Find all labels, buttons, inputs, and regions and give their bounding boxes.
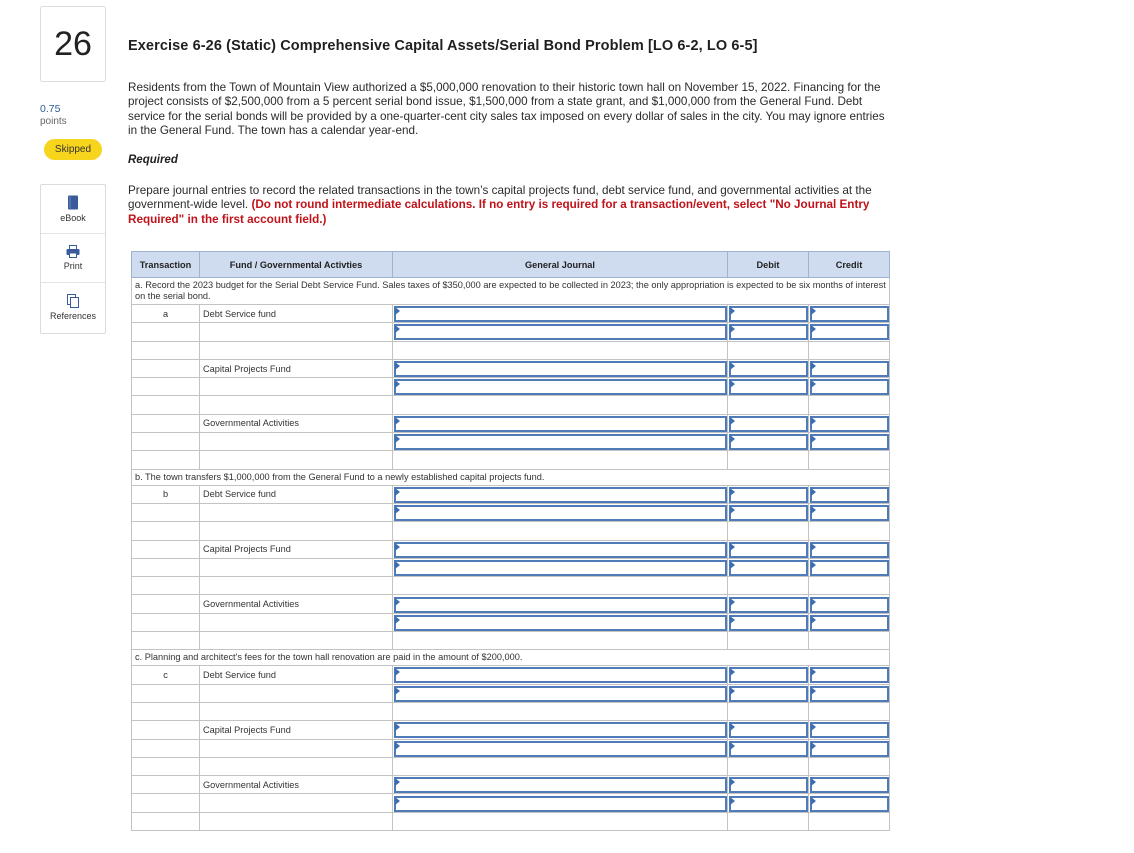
account-select[interactable] bbox=[394, 324, 727, 340]
credit-input[interactable] bbox=[810, 416, 889, 432]
debit-input[interactable] bbox=[729, 667, 808, 683]
header-debit: Debit bbox=[728, 252, 809, 278]
table-row bbox=[132, 684, 890, 702]
references-icon bbox=[67, 294, 80, 308]
transaction-cell bbox=[132, 396, 200, 414]
debit-input[interactable] bbox=[729, 306, 808, 322]
table-row bbox=[132, 305, 890, 323]
debit-input[interactable] bbox=[729, 796, 808, 812]
transaction-cell bbox=[132, 794, 200, 812]
table-row bbox=[132, 739, 890, 757]
points-value: 0.75 bbox=[40, 103, 61, 115]
table-row bbox=[132, 341, 890, 359]
account-select[interactable] bbox=[394, 667, 727, 683]
status-badge: Skipped bbox=[44, 139, 102, 160]
ebook-label: eBook bbox=[60, 213, 86, 223]
account-select[interactable] bbox=[394, 505, 727, 521]
debit-input[interactable] bbox=[729, 361, 808, 377]
fund-cell bbox=[200, 702, 393, 720]
table-row bbox=[132, 522, 890, 540]
empty-cell bbox=[809, 577, 890, 595]
empty-cell bbox=[809, 812, 890, 830]
account-select[interactable] bbox=[394, 777, 727, 793]
transaction-cell bbox=[132, 503, 200, 521]
account-select[interactable] bbox=[394, 615, 727, 631]
table-row bbox=[132, 451, 890, 469]
table-row bbox=[132, 812, 890, 830]
table-row bbox=[132, 359, 890, 377]
account-select[interactable] bbox=[394, 560, 727, 576]
transaction-cell bbox=[132, 613, 200, 631]
fund-cell: Capital Projects Fund bbox=[200, 540, 393, 558]
credit-input[interactable] bbox=[810, 379, 889, 395]
references-button[interactable] bbox=[41, 283, 105, 332]
table-row bbox=[132, 396, 890, 414]
debit-input[interactable] bbox=[729, 722, 808, 738]
fund-cell bbox=[200, 558, 393, 576]
empty-cell bbox=[809, 632, 890, 650]
table-row bbox=[132, 721, 890, 739]
table-row bbox=[132, 757, 890, 775]
fund-cell bbox=[200, 577, 393, 595]
credit-input[interactable] bbox=[810, 306, 889, 322]
transaction-cell bbox=[132, 540, 200, 558]
empty-cell bbox=[728, 632, 809, 650]
points-label: points bbox=[40, 116, 67, 128]
fund-cell bbox=[200, 739, 393, 757]
table-row bbox=[132, 503, 890, 521]
table-row bbox=[132, 577, 890, 595]
transaction-cell bbox=[132, 414, 200, 432]
table-header-row bbox=[132, 252, 890, 278]
empty-cell bbox=[393, 341, 728, 359]
transaction-cell bbox=[132, 522, 200, 540]
credit-input[interactable] bbox=[810, 487, 889, 503]
fund-cell bbox=[200, 613, 393, 631]
credit-input[interactable] bbox=[810, 741, 889, 757]
transaction-cell bbox=[132, 702, 200, 720]
fund-cell bbox=[200, 632, 393, 650]
account-select[interactable] bbox=[394, 416, 727, 432]
empty-cell bbox=[728, 341, 809, 359]
table-row bbox=[132, 540, 890, 558]
transaction-cell: b bbox=[132, 485, 200, 503]
fund-cell bbox=[200, 757, 393, 775]
instruction-note: (Do not round intermediate calculations. If no entry is required for a transaction/event, select "No Journal Entry Required" in the first account field.) bbox=[128, 198, 870, 226]
print-label: Print bbox=[63, 261, 83, 271]
empty-cell bbox=[393, 702, 728, 720]
transaction-cell bbox=[132, 812, 200, 830]
tools-panel bbox=[40, 184, 106, 334]
debit-input[interactable] bbox=[729, 487, 808, 503]
transaction-description-row bbox=[132, 278, 890, 305]
debit-input[interactable] bbox=[729, 434, 808, 450]
transaction-cell bbox=[132, 323, 200, 341]
account-select[interactable] bbox=[394, 741, 727, 757]
table-row bbox=[132, 702, 890, 720]
fund-cell: Capital Projects Fund bbox=[200, 359, 393, 377]
header-transaction: Transaction bbox=[132, 252, 200, 278]
credit-input[interactable] bbox=[810, 505, 889, 521]
fund-cell bbox=[200, 503, 393, 521]
account-select[interactable] bbox=[394, 361, 727, 377]
fund-cell bbox=[200, 378, 393, 396]
exercise-title: Exercise 6-26 (Static) Comprehensive Capital Assets/Serial Bond Problem [LO 6-2, LO 6-5] bbox=[128, 38, 758, 54]
header-credit: Credit bbox=[809, 252, 890, 278]
account-select[interactable] bbox=[394, 597, 727, 613]
references-label: References bbox=[49, 311, 97, 321]
points-info bbox=[40, 103, 67, 129]
empty-cell bbox=[809, 341, 890, 359]
table-row bbox=[132, 378, 890, 396]
debit-input[interactable] bbox=[729, 379, 808, 395]
fund-cell: Governmental Activities bbox=[200, 595, 393, 613]
fund-cell bbox=[200, 812, 393, 830]
transaction-cell bbox=[132, 433, 200, 451]
transaction-cell bbox=[132, 558, 200, 576]
debit-input[interactable] bbox=[729, 542, 808, 558]
print-button[interactable] bbox=[41, 234, 105, 283]
empty-cell bbox=[809, 757, 890, 775]
question-number: 26 bbox=[40, 6, 106, 82]
ebook-button[interactable] bbox=[41, 185, 105, 234]
table-row bbox=[132, 776, 890, 794]
instruction-text: Prepare journal entries to record the related transactions in the town’s capital projects fund, debt service fund, and governmental activities at the government-wide level. bbox=[128, 184, 872, 212]
empty-cell bbox=[393, 522, 728, 540]
empty-cell bbox=[809, 451, 890, 469]
account-select[interactable] bbox=[394, 306, 727, 322]
print-icon bbox=[66, 245, 80, 258]
transaction-cell bbox=[132, 721, 200, 739]
empty-cell bbox=[809, 702, 890, 720]
credit-input[interactable] bbox=[810, 796, 889, 812]
empty-cell bbox=[728, 757, 809, 775]
credit-input[interactable] bbox=[810, 667, 889, 683]
fund-cell: Capital Projects Fund bbox=[200, 721, 393, 739]
ebook-icon bbox=[67, 195, 79, 210]
empty-cell bbox=[728, 522, 809, 540]
fund-cell bbox=[200, 451, 393, 469]
transaction-cell bbox=[132, 341, 200, 359]
debit-input[interactable] bbox=[729, 597, 808, 613]
table-row bbox=[132, 794, 890, 812]
empty-cell bbox=[393, 632, 728, 650]
transaction-cell bbox=[132, 684, 200, 702]
credit-input[interactable] bbox=[810, 686, 889, 702]
instructions bbox=[128, 184, 888, 227]
transaction-cell: a bbox=[132, 305, 200, 323]
credit-input[interactable] bbox=[810, 434, 889, 450]
debit-input[interactable] bbox=[729, 686, 808, 702]
fund-cell: Debt Service fund bbox=[200, 305, 393, 323]
header-fund: Fund / Governmental Activties bbox=[200, 252, 393, 278]
fund-cell bbox=[200, 522, 393, 540]
account-select[interactable] bbox=[394, 686, 727, 702]
debit-input[interactable] bbox=[729, 416, 808, 432]
transaction-cell bbox=[132, 359, 200, 377]
table-row bbox=[132, 323, 890, 341]
transaction-cell bbox=[132, 451, 200, 469]
debit-input[interactable] bbox=[729, 505, 808, 521]
account-select[interactable] bbox=[394, 542, 727, 558]
fund-cell: Debt Service fund bbox=[200, 485, 393, 503]
fund-cell: Debt Service fund bbox=[200, 666, 393, 684]
debit-input[interactable] bbox=[729, 324, 808, 340]
empty-cell bbox=[393, 396, 728, 414]
transaction-cell bbox=[132, 776, 200, 794]
transaction-cell bbox=[132, 577, 200, 595]
credit-input[interactable] bbox=[810, 324, 889, 340]
transaction-cell bbox=[132, 378, 200, 396]
fund-cell bbox=[200, 323, 393, 341]
table-row bbox=[132, 595, 890, 613]
debit-input[interactable] bbox=[729, 777, 808, 793]
empty-cell bbox=[728, 396, 809, 414]
account-select[interactable] bbox=[394, 796, 727, 812]
fund-cell bbox=[200, 684, 393, 702]
empty-cell bbox=[728, 451, 809, 469]
transaction-description: c. Planning and architect's fees for the town hall renovation are paid in the amount of $200,000. bbox=[132, 650, 890, 666]
empty-cell bbox=[728, 812, 809, 830]
credit-input[interactable] bbox=[810, 777, 889, 793]
empty-cell bbox=[728, 702, 809, 720]
problem-description: Residents from the Town of Mountain View authorized a $5,000,000 renovation to their historic town hall on November 15, 2022. Financing for the project consists of $2,500,000 from a 5 percent serial bond issue, $1,500,000 from a state grant, and $1,000,000 from the General Fund. Debt service for the serial bonds will be provided by a one-quarter-cent city sales tax imposed on every dollar of sales in the city. You may ignore entries in the General Fund. The town has a calendar year-end. bbox=[128, 81, 885, 137]
journal-table-body bbox=[132, 278, 890, 831]
transaction-description: a. Record the 2023 budget for the Serial Debt Service Fund. Sales taxes of $350,000 are expected to be collected in 2023; the only appropriation is expected to be six months of interest on the serial bond. bbox=[132, 278, 890, 305]
fund-cell bbox=[200, 794, 393, 812]
credit-input[interactable] bbox=[810, 722, 889, 738]
fund-cell bbox=[200, 396, 393, 414]
fund-cell: Governmental Activities bbox=[200, 414, 393, 432]
credit-input[interactable] bbox=[810, 615, 889, 631]
table-row bbox=[132, 666, 890, 684]
empty-cell bbox=[393, 577, 728, 595]
transaction-cell bbox=[132, 632, 200, 650]
transaction-description-row bbox=[132, 650, 890, 666]
table-row bbox=[132, 433, 890, 451]
table-row bbox=[132, 485, 890, 503]
account-select[interactable] bbox=[394, 379, 727, 395]
account-select[interactable] bbox=[394, 434, 727, 450]
empty-cell bbox=[809, 522, 890, 540]
empty-cell bbox=[393, 757, 728, 775]
transaction-cell: c bbox=[132, 666, 200, 684]
header-general-journal: General Journal bbox=[393, 252, 728, 278]
fund-cell: Governmental Activities bbox=[200, 776, 393, 794]
table-row bbox=[132, 414, 890, 432]
table-row bbox=[132, 613, 890, 631]
debit-input[interactable] bbox=[729, 560, 808, 576]
empty-cell bbox=[393, 451, 728, 469]
transaction-cell bbox=[132, 595, 200, 613]
account-select[interactable] bbox=[394, 722, 727, 738]
transaction-cell bbox=[132, 739, 200, 757]
table-row bbox=[132, 558, 890, 576]
empty-cell bbox=[728, 577, 809, 595]
required-heading: Required bbox=[128, 154, 178, 166]
credit-input[interactable] bbox=[810, 542, 889, 558]
transaction-description: b. The town transfers $1,000,000 from the General Fund to a newly established capital projects fund. bbox=[132, 469, 890, 485]
debit-input[interactable] bbox=[729, 615, 808, 631]
account-select[interactable] bbox=[394, 487, 727, 503]
empty-cell bbox=[393, 812, 728, 830]
credit-input[interactable] bbox=[810, 361, 889, 377]
fund-cell bbox=[200, 433, 393, 451]
empty-cell bbox=[809, 396, 890, 414]
transaction-cell bbox=[132, 757, 200, 775]
transaction-description-row bbox=[132, 469, 890, 485]
credit-input[interactable] bbox=[810, 597, 889, 613]
journal-table bbox=[131, 251, 890, 831]
table-row bbox=[132, 632, 890, 650]
debit-input[interactable] bbox=[729, 741, 808, 757]
fund-cell bbox=[200, 341, 393, 359]
credit-input[interactable] bbox=[810, 560, 889, 576]
